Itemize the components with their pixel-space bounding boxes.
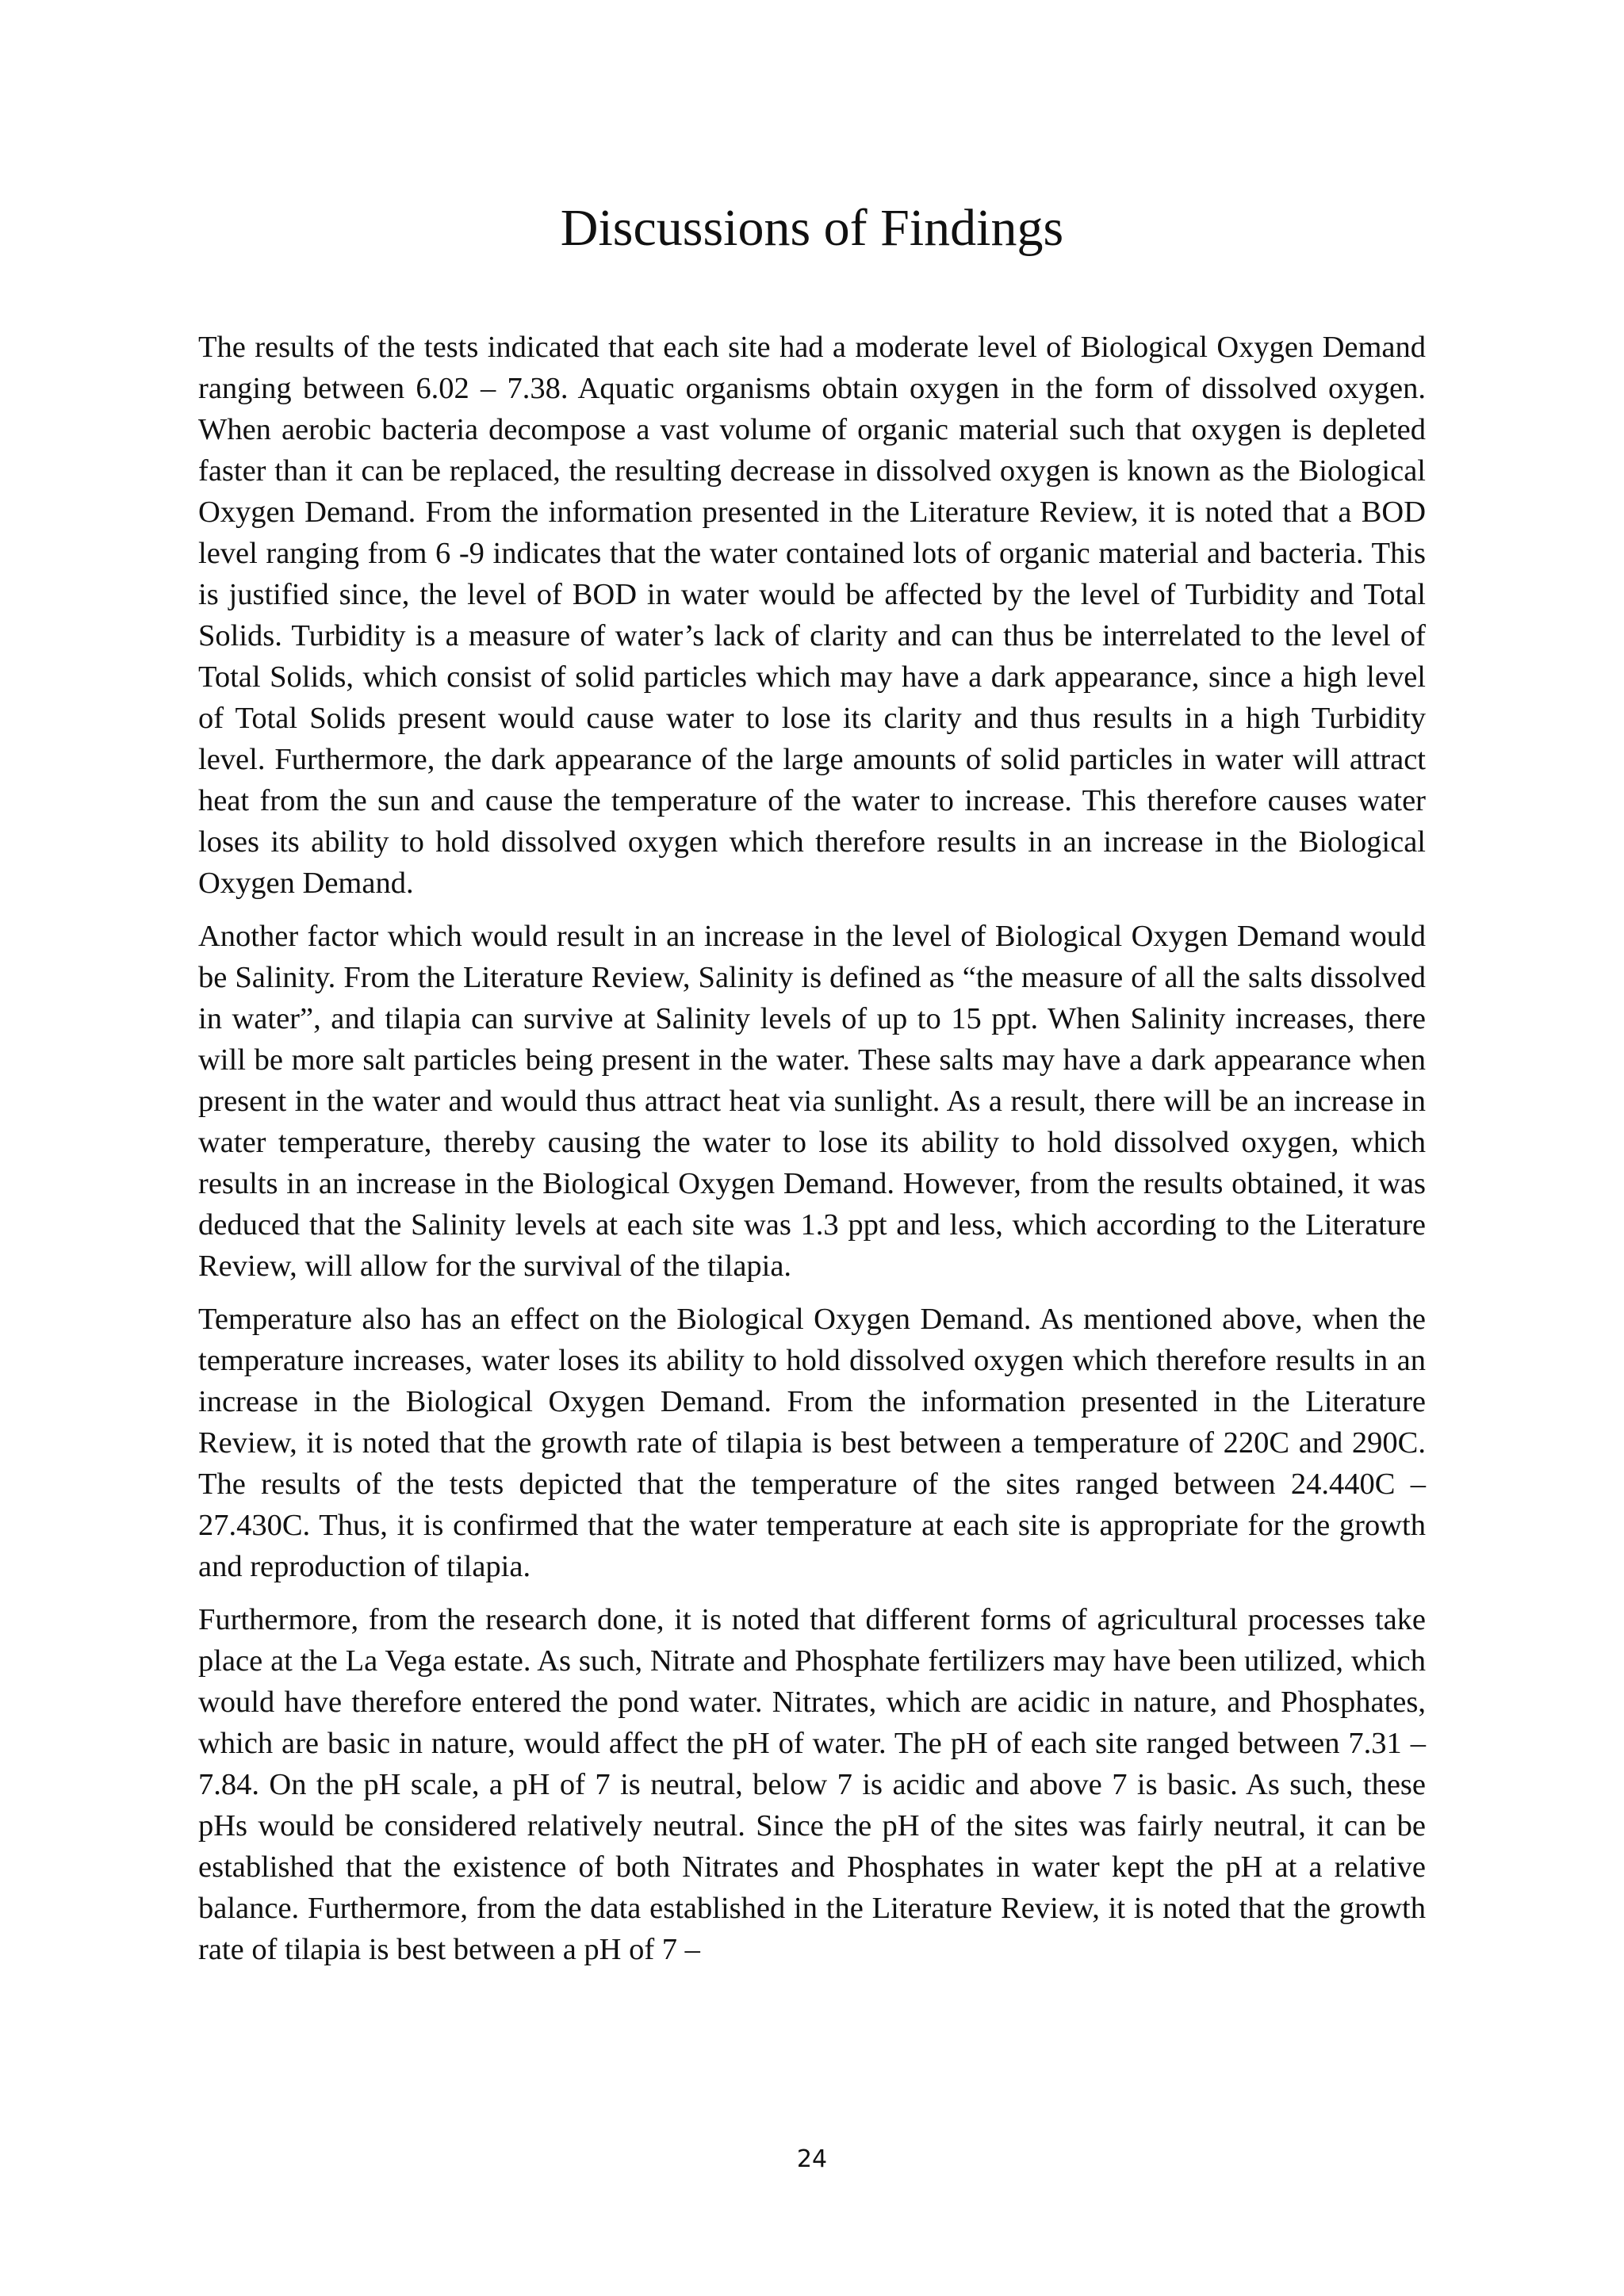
- paragraph-bod: The results of the tests indicated that each site had a moderate level of Biological Oxygen Demand ranging between 6.02 – 7.38. Aquatic organisms obtain oxygen in the form of dissolved oxygen. When aerobic bacteria decompose a vast volume of organic material such that oxygen is depleted faster than it can be replaced, the resulting decrease in dissolved oxygen is known as the Biological Oxygen Demand. From the information presented in the Literature Review, it is noted that a BOD level ranging from 6 -9 indicates that the water contained lots of organic material and bacteria. This is justified since, the level of BOD in water would be affected by the level of Turbidity and Total Solids. Turbidity is a measure of water’s lack of clarity and can thus be interrelated to the level of Total Solids, which consist of solid particles which may have a dark appearance, since a high level of Total Solids present would cause water to lose its clarity and thus results in a high Turbidity level. Furthermore, the dark appearance of the large amounts of solid particles in water will attract heat from the sun and cause the temperature of the water to increase. This therefore causes water loses its ability to hold dissolved oxygen which therefore results in an increase in the Biological Oxygen Demand.: [198, 331, 1426, 900]
- body-text: [198, 327, 1426, 1982]
- paragraph-ph: Furthermore, from the research done, it is noted that different forms of agricultural processes take place at the La Vega estate. As such, Nitrate and Phosphate fertilizers may have been utilized, which would have therefore entered the pond water. Nitrates, which are acidic in nature, and Phosphates, which are basic in nature, would affect the pH of water. The pH of each site ranged between 7.31 – 7.84. On the pH scale, a pH of 7 is neutral, below 7 is acidic and above 7 is basic. As such, these pHs would be considered relatively neutral. Since the pH of the sites was fairly neutral, it can be established that the existence of both Nitrates and Phosphates in water kept the pH at a relative balance. Furthermore, from the data established in the Literature Review, it is noted that the growth rate of tilapia is best between a pH of 7 –: [198, 1603, 1426, 1966]
- paragraph-temperature: Temperature also has an effect on the Biological Oxygen Demand. As mentioned above, when the temperature increases, water loses its ability to hold dissolved oxygen which therefore results in an increase in the Biological Oxygen Demand. From the information presented in the Literature Review, it is noted that the growth rate of tilapia is best between a temperature of 220C and 290C. The results of the tests depicted that the temperature of the sites ranged between 24.440C – 27.430C. Thus, it is confirmed that the water temperature at each site is appropriate for the growth and reproduction of tilapia.: [198, 1303, 1426, 1583]
- paragraph-salinity: Another factor which would result in an increase in the level of Biological Oxygen Demand would be Salinity. From the Literature Review, Salinity is defined as “the measure of all the salts dissolved in water”, and tilapia can survive at Salinity levels of up to 15 ppt. When Salinity increases, there will be more salt particles being present in the water. These salts may have a dark appearance when present in the water and would thus attract heat via sunlight. As a result, there will be an increase in water temperature, thereby causing the water to lose its ability to hold dissolved oxygen, which results in an increase in the Biological Oxygen Demand. However, from the results obtained, it was deduced that the Salinity levels at each site was 1.3 ppt and less, which according to the Literature Review, will allow for the survival of the tilapia.: [198, 920, 1426, 1283]
- page-title: Discussions of Findings: [560, 199, 1064, 257]
- page-number: 24: [796, 2145, 828, 2173]
